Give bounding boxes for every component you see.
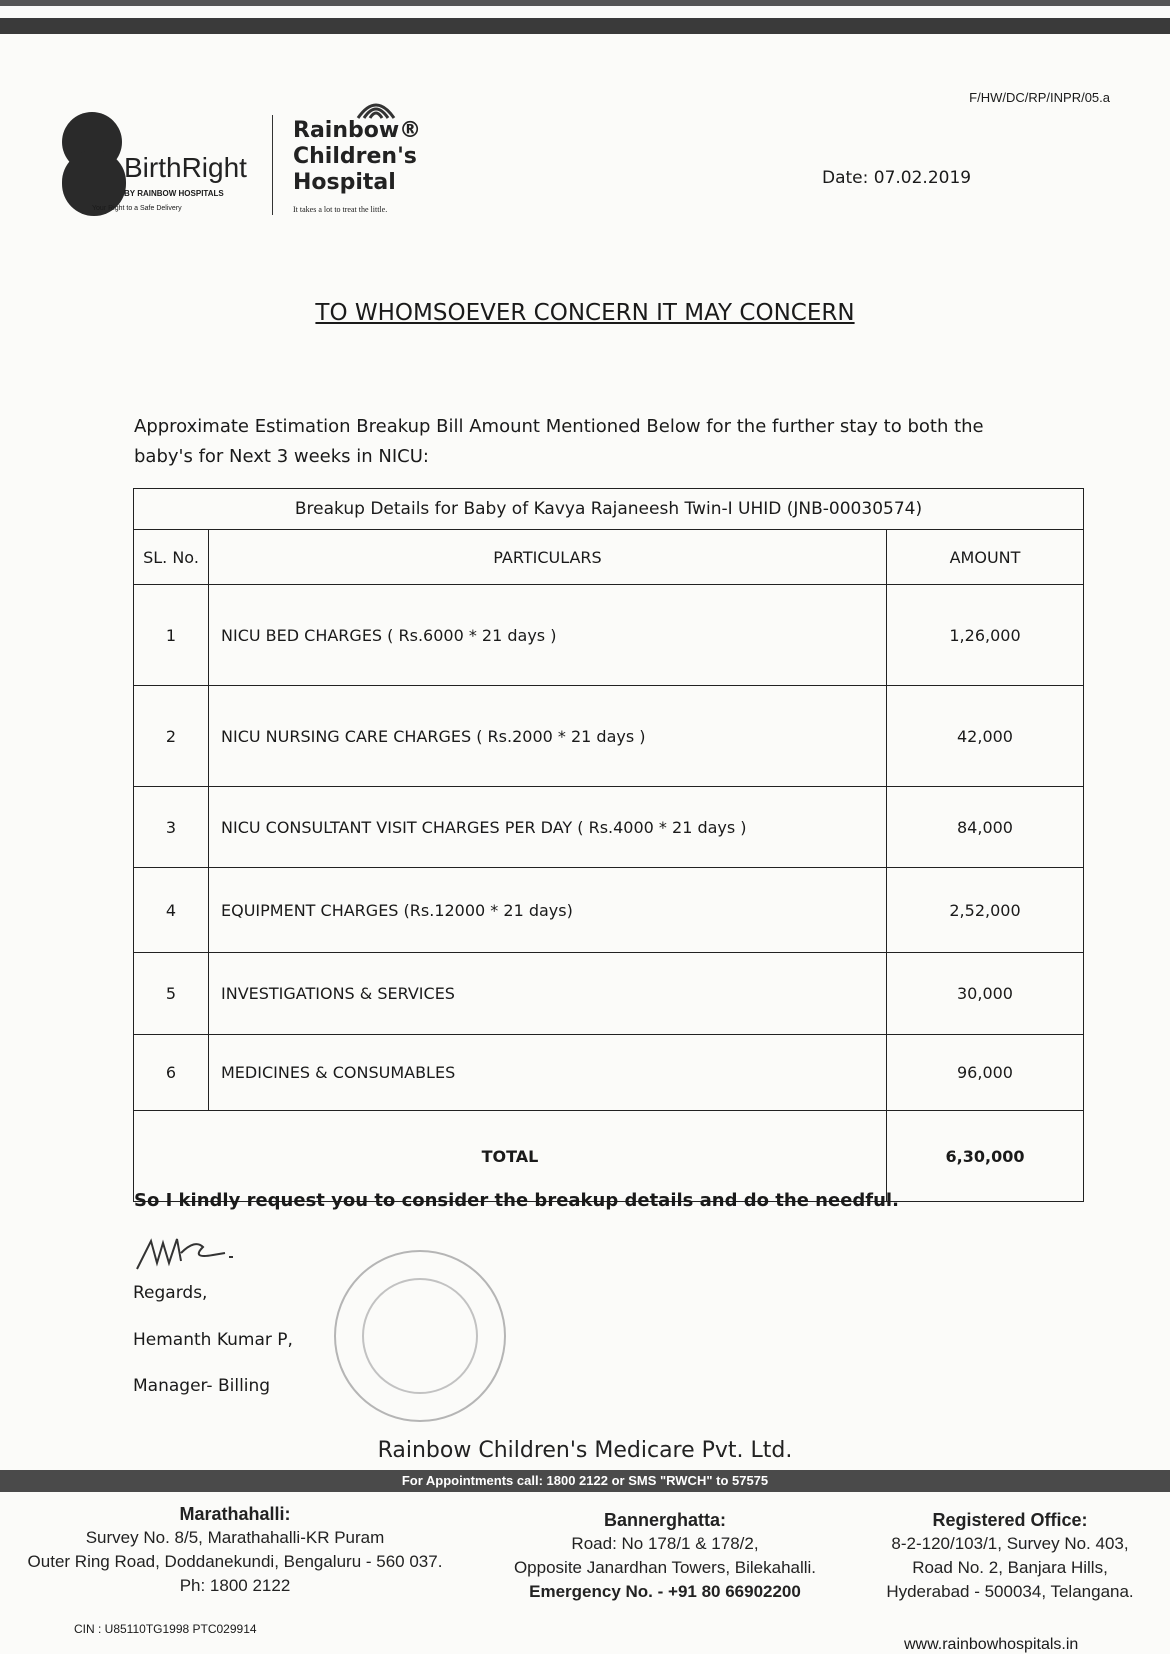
birthright-logo-by: BY RAINBOW HOSPITALS [124,189,224,198]
row-particular: NICU CONSULTANT VISIT CHARGES PER DAY ( Rs.4000 * 21 days ) [209,787,887,868]
row-amount: 42,000 [887,686,1084,787]
row-sl: 4 [134,868,209,953]
row-amount: 30,000 [887,953,1084,1035]
row-amount: 96,000 [887,1035,1084,1111]
appointments-bar: For Appointments call: 1800 2122 or SMS "RWCH" to 57575 [0,1470,1170,1492]
handwritten-signature [133,1233,243,1275]
col-header-sl: SL. No. [134,530,209,585]
signature-regards: Regards, [133,1283,208,1303]
row-amount: 84,000 [887,787,1084,868]
col-header-particulars: PARTICULARS [209,530,887,585]
emergency-number: Emergency No. - +91 80 66902200 [529,1582,801,1601]
request-text: So I kindly request you to consider the breakup details and do the needful. [134,1190,899,1211]
col-header-amount: AMOUNT [887,530,1084,585]
table-caption: Breakup Details for Baby of Kavya Rajaneesh Twin-I UHID (JNB-00030574) [134,489,1084,530]
heading-text: TO WHOMSOEVER CONCERN IT MAY CONCERN [315,300,855,326]
table-row [134,868,1084,953]
address-registered-office [850,1508,1170,1604]
table-row [134,1035,1084,1111]
rainbow-tagline: It takes a lot to treat the little. [293,205,388,214]
table-row [134,953,1084,1035]
row-particular: INVESTIGATIONS & SERVICES [209,953,887,1035]
bill-breakup-table [133,488,1084,1202]
total-amount: 6,30,000 [887,1111,1084,1202]
signature-name: Hemanth Kumar P, [133,1330,293,1350]
row-sl: 1 [134,585,209,686]
cin-number: CIN : U85110TG1998 PTC029914 [74,1622,257,1636]
table-row [134,585,1084,686]
document-heading [0,300,1170,326]
signature-role: Manager- Billing [133,1376,271,1396]
website-link: www.rainbowhospitals.in [904,1636,1079,1653]
address-title: Bannerghatta: [603,1510,726,1530]
form-code: F/HW/DC/RP/INPR/05.a [969,90,1110,105]
top-band [0,18,1170,34]
row-amount: 1,26,000 [887,585,1084,686]
table-row [134,686,1084,787]
address-title: Registered Office: [932,1510,1088,1530]
row-sl: 2 [134,686,209,787]
address-line: Survey No. 8/5, Marathahalli-KR Puram [85,1528,385,1547]
table-total-row [134,1111,1084,1202]
row-particular: MEDICINES & CONSUMABLES [209,1035,887,1111]
address-line: Ph: 1800 2122 [179,1576,291,1595]
total-label: TOTAL [134,1111,887,1202]
seal-inner-ring [362,1278,478,1394]
row-amount: 2,52,000 [887,868,1084,953]
birthright-logo-name: BirthRight [124,152,247,183]
address-line: Hyderabad - 500034, Telangana. [886,1582,1134,1601]
row-sl: 5 [134,953,209,1035]
row-sl: 3 [134,787,209,868]
intro-paragraph: Approximate Estimation Breakup Bill Amount Mentioned Below for the further stay to both the baby's for Next 3 weeks in NICU: [134,416,984,467]
company-name: Rainbow Children's Medicare Pvt. Ltd. [377,1438,793,1463]
document-date: Date: 07.02.2019 [822,168,972,188]
address-marathahalli [0,1502,470,1598]
address-line: Road: No 178/1 & 178/2, [571,1534,759,1553]
rainbow-logo-line1: Rainbow® [293,118,422,143]
row-particular: NICU BED CHARGES ( Rs.6000 * 21 days ) [209,585,887,686]
row-particular: EQUIPMENT CHARGES (Rs.12000 * 21 days) [209,868,887,953]
row-sl: 6 [134,1035,209,1111]
address-line: 8-2-120/103/1, Survey No. 403, [891,1534,1129,1553]
address-line: Road No. 2, Banjara Hills, [912,1558,1108,1577]
rainbow-arc-icon [354,96,398,120]
table-row [134,787,1084,868]
address-title: Marathahalli: [179,1504,291,1524]
address-line: Outer Ring Road, Doddanekundi, Bengaluru - 560 037. [27,1552,443,1571]
birthright-tagline: Your Right to a Safe Delivery [92,205,182,212]
rainbow-logo-line2: Children's [293,144,417,169]
top-edge-bar [0,0,1170,6]
logo-divider [272,115,273,215]
address-bannerghatta [485,1508,845,1604]
company-seal-stamp [334,1250,506,1422]
address-line: Opposite Janardhan Towers, Bilekahalli. [513,1558,817,1577]
rainbow-logo-line3: Hospital [293,170,396,195]
row-particular: NICU NURSING CARE CHARGES ( Rs.2000 * 21 days ) [209,686,887,787]
